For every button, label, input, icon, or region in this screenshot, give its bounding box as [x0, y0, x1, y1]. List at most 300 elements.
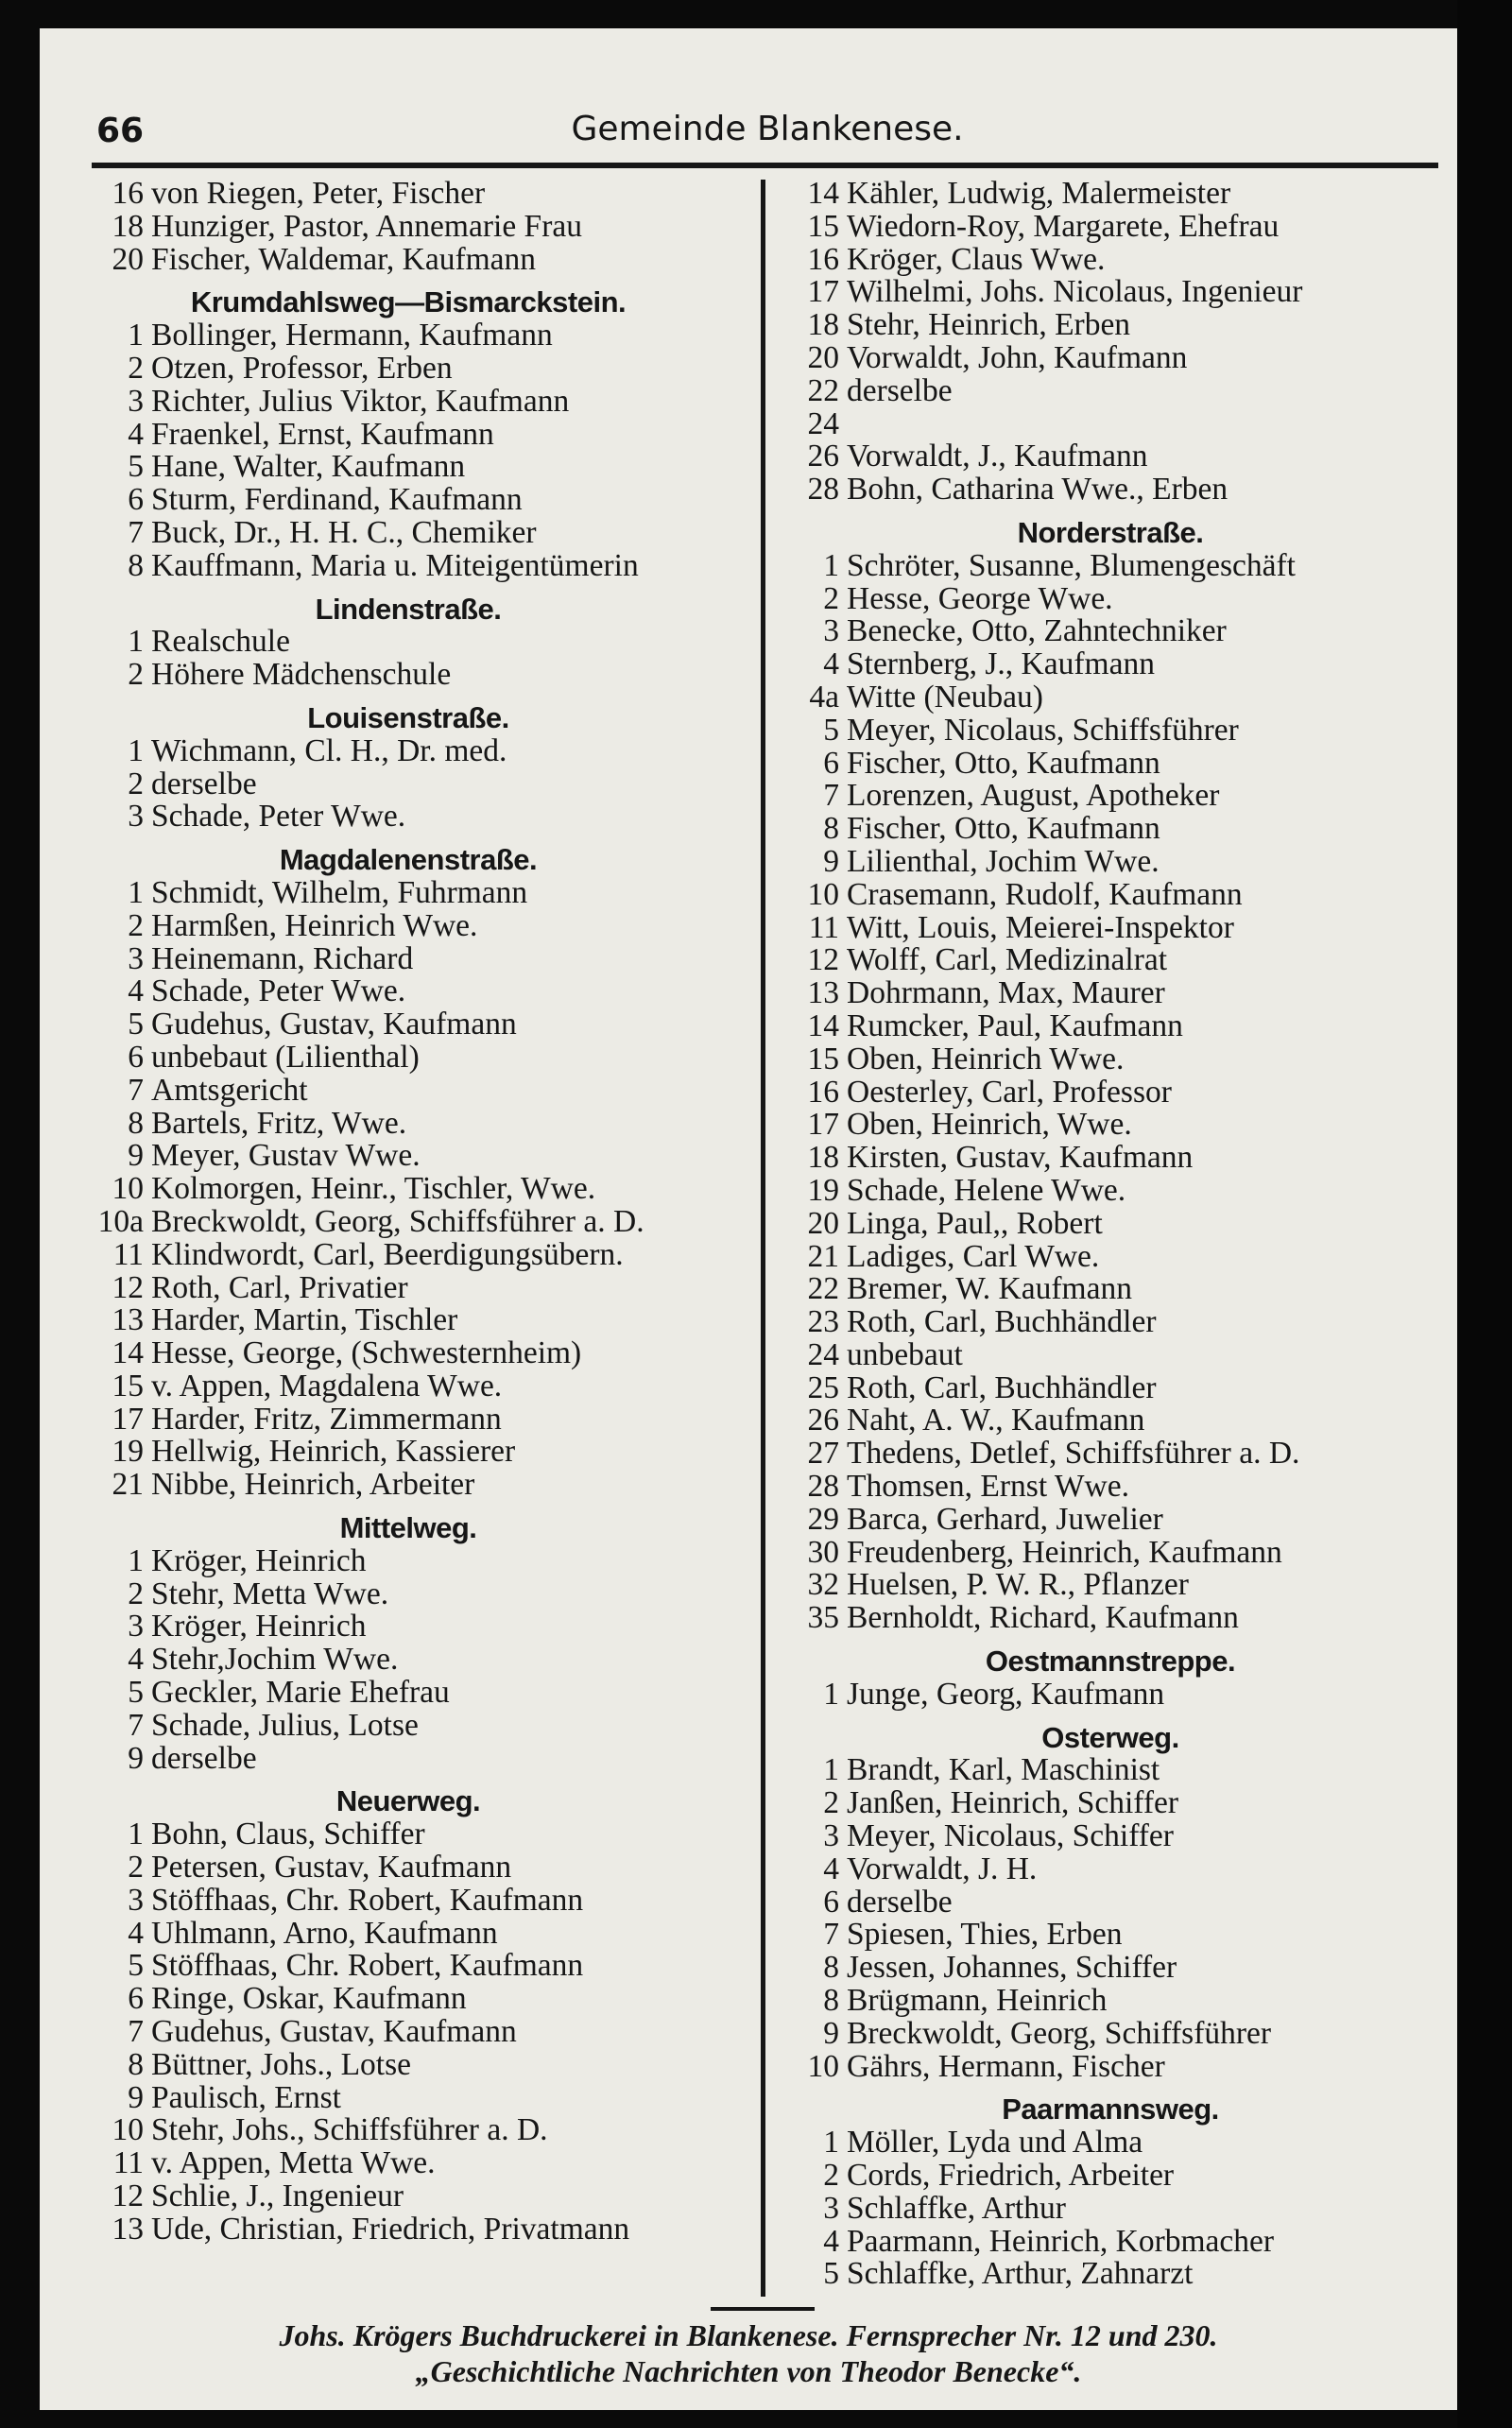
- directory-entry: [63, 1677, 753, 1710]
- house-number: 3: [128, 799, 144, 835]
- house-number: 22: [807, 372, 839, 408]
- resident-name: Bartels, Fritz, Wwe.: [151, 1107, 407, 1141]
- directory-entry: [63, 514, 753, 550]
- resident-name: Wolff, Carl, Medizinalrat: [847, 944, 1168, 978]
- house-number: 13: [112, 2211, 144, 2247]
- street-heading: Mittelweg.: [339, 1511, 477, 1545]
- house-number: 18: [112, 208, 144, 244]
- house-number: 5: [823, 2256, 839, 2292]
- house-number: 6: [128, 482, 144, 518]
- directory-entry: [63, 451, 753, 484]
- house-number: 21: [112, 1467, 144, 1503]
- street-heading: Oestmannstreppe.: [985, 1644, 1236, 1679]
- resident-name: Paarmann, Heinrich, Korbmacher: [847, 2225, 1275, 2259]
- house-number: 8: [128, 2046, 144, 2082]
- resident-name: Stehr,Jochim Wwe.: [151, 1644, 399, 1678]
- house-number: 15: [807, 208, 839, 244]
- resident-name: Schade, Julius, Lotse: [151, 1709, 419, 1743]
- resident-name: Junge, Georg, Kaufmann: [847, 1678, 1165, 1712]
- resident-name: Hesse, George Wwe.: [847, 582, 1113, 616]
- resident-name: Ringe, Oskar, Kaufmann: [151, 1983, 467, 2017]
- resident-name: Lilienthal, Jochim Wwe.: [847, 845, 1160, 879]
- house-number: 7: [823, 778, 839, 814]
- resident-name: Cords, Friedrich, Arbeiter: [847, 2160, 1175, 2193]
- resident-name: Oben, Heinrich Wwe.: [847, 1042, 1125, 1076]
- resident-name: Realschule: [151, 626, 290, 660]
- directory-entry: [765, 276, 1455, 309]
- resident-name: Petersen, Gustav, Kaufmann: [151, 1851, 512, 1885]
- directory-entry: [765, 681, 1455, 715]
- house-number: 17: [807, 274, 839, 310]
- directory-entry: [765, 2223, 1455, 2259]
- house-number: 30: [807, 1534, 839, 1570]
- house-number: 14: [807, 1007, 839, 1043]
- house-number: 8: [128, 547, 144, 583]
- directory-entry: [63, 2079, 753, 2115]
- directory-entry: [63, 1469, 753, 1502]
- directory-entry: [765, 1205, 1455, 1241]
- directory-entry: [63, 2016, 753, 2049]
- resident-name: Gährs, Hermann, Fischer: [847, 2050, 1165, 2084]
- directory-entry: [765, 2160, 1455, 2193]
- resident-name: Bremer, W. Kaufmann: [847, 1273, 1132, 1307]
- resident-name: Stöffhaas, Chr. Robert, Kaufmann: [151, 1884, 584, 1918]
- resident-name: derselbe: [151, 1742, 257, 1776]
- resident-name: Wilhelmi, Johs. Nicolaus, Ingenieur: [847, 276, 1303, 310]
- directory-entry: [63, 547, 753, 583]
- resident-name: Wichmann, Cl. H., Dr. med.: [151, 734, 507, 768]
- street-heading: Neuerweg.: [335, 1784, 481, 1818]
- directory-entry: [765, 1676, 1455, 1712]
- resident-name: Hesse, George, (Schwesternheim): [151, 1337, 582, 1370]
- resident-name: Hellwig, Heinrich, Kassierer: [151, 1436, 516, 1470]
- house-number: 20: [112, 241, 144, 277]
- resident-name: Bernholdt, Richard, Kaufmann: [847, 1602, 1239, 1636]
- resident-name: Schade, Peter Wwe.: [151, 801, 406, 835]
- house-number: 1: [823, 1676, 839, 1712]
- directory-entry: [63, 1983, 753, 2016]
- directory-entry: [765, 1501, 1455, 1537]
- resident-name: Stehr, Metta Wwe.: [151, 1577, 389, 1611]
- resident-name: Huelsen, P. W. R., Pflanzer: [847, 1569, 1189, 1603]
- directory-entry: [765, 1007, 1455, 1043]
- directory-entry: [765, 977, 1455, 1010]
- house-number: 7: [128, 1707, 144, 1743]
- resident-name: Benecke, Otto, Zahntechniker: [847, 615, 1227, 649]
- directory-entry: [765, 2190, 1455, 2226]
- directory-entry: [765, 712, 1455, 748]
- house-number: 16: [807, 241, 839, 277]
- resident-name: Freudenberg, Heinrich, Kaufmann: [847, 1536, 1282, 1570]
- house-number: 9: [128, 1740, 144, 1776]
- house-number: 3: [823, 1818, 839, 1854]
- resident-name: Stehr, Johs., Schiffsführer a. D.: [151, 2114, 548, 2148]
- directory-entry: [765, 405, 1455, 441]
- house-number: 6: [128, 1039, 144, 1075]
- house-number: 20: [807, 1205, 839, 1241]
- directory-entry: [765, 1043, 1455, 1076]
- resident-name: Möller, Lyda und Alma: [847, 2127, 1143, 2161]
- house-number: 1: [128, 1817, 144, 1852]
- house-number: 6: [128, 1981, 144, 2017]
- directory-entry: [63, 1707, 753, 1743]
- house-number: 24: [807, 405, 839, 441]
- house-number: 16: [807, 1074, 839, 1110]
- house-number: 2: [128, 907, 144, 943]
- house-number: 25: [807, 1369, 839, 1405]
- directory-entry: [63, 975, 753, 1008]
- directory-entry: [765, 2048, 1455, 2084]
- house-number: 7: [823, 1917, 839, 1953]
- resident-name: Gudehus, Gustav, Kaufmann: [151, 1008, 517, 1042]
- house-number: 8: [128, 1105, 144, 1141]
- house-number: 16: [112, 178, 144, 211]
- house-number: 5: [128, 449, 144, 485]
- resident-name: Vorwaldt, J. H.: [847, 1852, 1038, 1886]
- directory-entry: [63, 626, 753, 659]
- resident-name: Schlaffke, Arthur, Zahnarzt: [847, 2258, 1194, 2292]
- directory-entry: [765, 1534, 1455, 1570]
- directory-entry: [765, 1404, 1455, 1438]
- directory-entry: [63, 1740, 753, 1776]
- directory-entry: [63, 2213, 753, 2247]
- house-number: 20: [807, 339, 839, 375]
- directory-entry: [765, 1853, 1455, 1886]
- directory-entry: [63, 1236, 753, 1272]
- directory-entry: [765, 1238, 1455, 1274]
- house-number: 35: [807, 1600, 839, 1636]
- directory-entry: [63, 1578, 753, 1611]
- footer-line-source: „Geschichtliche Nachrichten von Theodor Benecke“.: [415, 2354, 1082, 2388]
- resident-name: unbebaut: [847, 1338, 963, 1372]
- directory-entry: [63, 208, 753, 244]
- street-heading: Osterweg.: [1041, 1720, 1179, 1754]
- house-number: 9: [128, 1138, 144, 1174]
- street-heading: Magdalenenstraße.: [279, 843, 538, 877]
- left-column: [63, 178, 753, 2304]
- house-number: 4: [823, 2223, 839, 2259]
- house-number: 1: [128, 732, 144, 768]
- street-heading: Paarmannsweg.: [1002, 2092, 1219, 2127]
- house-number: 14: [112, 1335, 144, 1371]
- house-number: 2: [128, 350, 144, 386]
- house-number: 12: [112, 1269, 144, 1305]
- house-number: 5: [128, 1675, 144, 1711]
- directory-entry: [63, 178, 753, 211]
- house-number: 11: [112, 1236, 144, 1272]
- house-number: 2: [128, 1576, 144, 1611]
- resident-name: Sturm, Ferdinand, Kaufmann: [151, 484, 523, 517]
- resident-name: Gudehus, Gustav, Kaufmann: [151, 2016, 517, 2049]
- directory-entry: [765, 474, 1455, 507]
- page-header: [96, 85, 1438, 150]
- house-number: 5: [823, 712, 839, 748]
- resident-name: Harmßen, Heinrich Wwe.: [151, 909, 478, 943]
- resident-name: Ladiges, Carl Wwe.: [847, 1240, 1100, 1274]
- directory-entry: [765, 1076, 1455, 1110]
- resident-name: v. Appen, Metta Wwe.: [151, 2147, 436, 2181]
- resident-name: Meyer, Nicolaus, Schiffer: [847, 1820, 1174, 1853]
- resident-name: Kröger, Claus Wwe.: [847, 243, 1106, 277]
- house-number: 15: [112, 1368, 144, 1403]
- house-number: 9: [128, 2079, 144, 2115]
- resident-name: Witte (Neubau): [847, 680, 1043, 715]
- house-number: 28: [807, 472, 839, 508]
- resident-name: Roth, Carl, Privatier: [151, 1271, 408, 1305]
- house-number: 4: [128, 1915, 144, 1951]
- resident-name: Meyer, Gustav Wwe.: [151, 1140, 421, 1174]
- resident-name: Thedens, Detlef, Schiffsführer a. D.: [847, 1438, 1300, 1472]
- house-number: 1: [128, 874, 144, 910]
- directory-entry: [765, 1820, 1455, 1853]
- house-number: 17: [112, 1401, 144, 1437]
- resident-name: Stehr, Heinrich, Erben: [847, 309, 1131, 342]
- resident-name: Roth, Carl, Buchhändler: [847, 1371, 1157, 1405]
- directory-entry: [63, 874, 753, 910]
- house-number: 21: [807, 1238, 839, 1274]
- house-number: 17: [807, 1107, 839, 1143]
- resident-name: Roth, Carl, Buchhändler: [847, 1306, 1157, 1339]
- house-number: 32: [807, 1567, 839, 1603]
- house-number: 2: [823, 580, 839, 616]
- scan-edge: [1457, 0, 1512, 2428]
- directory-entry: [63, 1610, 753, 1644]
- page-number: 66: [96, 112, 145, 150]
- directory-entry: [63, 801, 753, 834]
- house-number: 4a: [809, 679, 839, 715]
- directory-entry: [63, 1304, 753, 1337]
- directory-entry: [63, 907, 753, 943]
- house-number: 18: [807, 1140, 839, 1176]
- street-heading: Krumdahlsweg—Bismarckstein.: [190, 285, 627, 319]
- house-number: 7: [128, 514, 144, 550]
- directory-entry: [765, 1172, 1455, 1208]
- directory-entry: [765, 1602, 1455, 1635]
- resident-name: derselbe: [847, 374, 953, 408]
- directory-entry: [765, 2258, 1455, 2291]
- directory-entry: [765, 780, 1455, 813]
- house-number: 4: [823, 646, 839, 682]
- resident-name: Oben, Heinrich, Wwe.: [847, 1109, 1132, 1143]
- directory-entry: [63, 1915, 753, 1951]
- resident-name: Fischer, Otto, Kaufmann: [847, 813, 1160, 846]
- resident-name: Höhere Mädchenschule: [151, 659, 452, 692]
- directory-entry: [63, 732, 753, 768]
- resident-name: Fischer, Waldemar, Kaufmann: [151, 243, 537, 277]
- footer-line-printer: Johs. Krögers Buchdruckerei in Blankenese. Fernsprecher Nr. 12 und 230.: [279, 2318, 1218, 2352]
- resident-name: Bollinger, Hermann, Kaufmann: [151, 319, 553, 353]
- footer-rule: [711, 2307, 815, 2311]
- house-number: 3: [823, 2190, 839, 2226]
- directory-entry: [765, 2015, 1455, 2051]
- resident-name: Hane, Walter, Kaufmann: [151, 451, 466, 485]
- resident-name: derselbe: [151, 767, 257, 801]
- directory-entry: [765, 1919, 1455, 1952]
- house-number: 9: [823, 2015, 839, 2051]
- house-number: 18: [807, 307, 839, 343]
- resident-name: Vorwaldt, John, Kaufmann: [847, 341, 1188, 375]
- directory-entry: [765, 1369, 1455, 1405]
- house-number: 3: [128, 1882, 144, 1918]
- directory-entry: [63, 1173, 753, 1206]
- directory-entry: [63, 1542, 753, 1578]
- resident-name: Oesterley, Carl, Professor: [847, 1076, 1172, 1110]
- house-number: 22: [807, 1271, 839, 1307]
- resident-name: Amtsgericht: [151, 1074, 308, 1108]
- house-number: 13: [112, 1302, 144, 1338]
- house-number: 2: [128, 766, 144, 801]
- directory-entry: [63, 2046, 753, 2082]
- house-number: 5: [128, 1007, 144, 1042]
- directory-entry: [765, 1273, 1455, 1306]
- resident-name: Bohn, Catharina Wwe., Erben: [847, 474, 1228, 507]
- header-rule: [92, 163, 1438, 168]
- resident-name: Nibbe, Heinrich, Arbeiter: [151, 1469, 475, 1503]
- resident-name: Hunziger, Pastor, Annemarie Frau: [151, 210, 582, 244]
- resident-name: Schlaffke, Arthur: [847, 2192, 1066, 2226]
- directory-entry: [63, 383, 753, 419]
- directory-entry: [765, 1142, 1455, 1175]
- resident-name: Fraenkel, Ernst, Kaufmann: [151, 418, 494, 452]
- directory-entry: [765, 1985, 1455, 2018]
- directory-page: [40, 28, 1457, 2410]
- resident-name: Lorenzen, August, Apotheker: [847, 780, 1220, 814]
- house-number: 4: [128, 973, 144, 1009]
- house-number: 1: [128, 1542, 144, 1578]
- resident-name: Paulisch, Ernst: [151, 2081, 341, 2115]
- house-number: 4: [128, 1642, 144, 1678]
- house-number: 9: [823, 843, 839, 879]
- house-number: 6: [823, 1884, 839, 1920]
- house-number: 1: [823, 1752, 839, 1788]
- house-number: 14: [807, 178, 839, 211]
- directory-entry: [765, 1109, 1455, 1142]
- directory-entry: [63, 350, 753, 386]
- house-number: 4: [128, 416, 144, 452]
- resident-name: Breckwoldt, Georg, Schiffsführer a. D.: [151, 1205, 644, 1239]
- house-number: 10: [807, 2048, 839, 2084]
- house-number: 2: [128, 657, 144, 693]
- resident-name: Vorwaldt, J., Kaufmann: [847, 440, 1148, 474]
- directory-entry: [63, 241, 753, 277]
- directory-entry: [765, 944, 1455, 977]
- resident-name: Richter, Julius Viktor, Kaufmann: [151, 385, 570, 419]
- house-number: 27: [807, 1436, 839, 1472]
- directory-entry: [63, 2114, 753, 2147]
- resident-name: Crasemann, Rudolf, Kaufmann: [847, 878, 1243, 912]
- resident-name: Fischer, Otto, Kaufmann: [847, 747, 1160, 781]
- directory-entry: [765, 1952, 1455, 1985]
- directory-entry: [765, 580, 1455, 616]
- house-number: 7: [128, 2014, 144, 2050]
- resident-name: derselbe: [847, 1886, 953, 1920]
- directory-entry: [765, 615, 1455, 648]
- resident-name: Wiedorn-Roy, Margarete, Ehefrau: [847, 210, 1280, 244]
- running-title: Gemeinde Blankenese.: [571, 110, 964, 148]
- directory-entry: [63, 2180, 753, 2213]
- house-number: 10: [807, 876, 839, 912]
- house-number: 2: [823, 1785, 839, 1821]
- directory-entry: [765, 1569, 1455, 1602]
- directory-entry: [63, 1818, 753, 1851]
- resident-name: Kolmorgen, Heinr., Tischler, Wwe.: [151, 1173, 596, 1206]
- house-number: 29: [807, 1501, 839, 1537]
- resident-name: Janßen, Heinrich, Schiffer: [847, 1787, 1179, 1821]
- house-number: 19: [112, 1434, 144, 1470]
- house-number: 11: [112, 2145, 144, 2181]
- resident-name: [847, 408, 1455, 441]
- house-number: 3: [128, 940, 144, 976]
- printer-footer: [40, 2317, 1457, 2393]
- house-number: 8: [823, 1950, 839, 1986]
- resident-name: Rumcker, Paul, Kaufmann: [847, 1009, 1183, 1043]
- house-number: 11: [808, 909, 839, 945]
- house-number: 1: [128, 624, 144, 660]
- house-number: 5: [128, 1948, 144, 1984]
- house-number: 3: [128, 383, 144, 419]
- resident-name: Stöffhaas, Chr. Robert, Kaufmann: [151, 1950, 584, 1984]
- house-number: 2: [128, 1850, 144, 1886]
- directory-entry: [765, 1336, 1455, 1372]
- directory-entry: [63, 1882, 753, 1918]
- directory-entry: [63, 1039, 753, 1075]
- house-number: 19: [807, 1172, 839, 1208]
- resident-name: Ude, Christian, Friedrich, Privatmann: [151, 2213, 630, 2247]
- resident-name: Dohrmann, Max, Maurer: [847, 977, 1165, 1010]
- resident-name: Brandt, Karl, Maschinist: [847, 1754, 1160, 1788]
- house-number: 6: [823, 745, 839, 781]
- house-number: 3: [823, 613, 839, 649]
- directory-entry: [765, 2127, 1455, 2160]
- directory-entry: [63, 1140, 753, 1173]
- house-number: 10: [112, 1171, 144, 1207]
- resident-name: Heinemann, Richard: [151, 942, 414, 976]
- directory-entry: [765, 372, 1455, 408]
- directory-entry: [63, 2147, 753, 2180]
- house-number: 12: [807, 942, 839, 978]
- house-number: 1: [823, 2125, 839, 2161]
- house-number: 12: [112, 2178, 144, 2214]
- right-column: [765, 178, 1455, 2304]
- resident-name: von Riegen, Peter, Fischer: [151, 178, 486, 211]
- resident-name: Linga, Paul,, Robert: [847, 1207, 1103, 1241]
- directory-entry: [765, 547, 1455, 583]
- directory-entry: [63, 416, 753, 452]
- resident-name: Schlie, J., Ingenieur: [151, 2180, 404, 2213]
- resident-name: Büttner, Johs., Lotse: [151, 2048, 412, 2082]
- resident-name: Otzen, Professor, Erben: [151, 352, 453, 386]
- directory-entry: [63, 1851, 753, 1885]
- house-number: 7: [128, 1072, 144, 1108]
- directory-entry: [63, 1436, 753, 1469]
- directory-entry: [765, 309, 1455, 342]
- house-number: 2: [823, 2158, 839, 2194]
- resident-name: Witt, Louis, Meierei-Inspektor: [847, 911, 1234, 945]
- resident-name: Geckler, Marie Ehefrau: [151, 1677, 450, 1710]
- house-number: 10a: [97, 1203, 144, 1239]
- directory-entry: [63, 319, 753, 353]
- resident-name: Schade, Helene Wwe.: [847, 1174, 1126, 1208]
- directory-entry: [63, 940, 753, 976]
- resident-name: Meyer, Nicolaus, Schiffsführer: [847, 714, 1239, 748]
- house-number: 23: [807, 1304, 839, 1340]
- resident-name: unbebaut (Lilienthal): [151, 1041, 420, 1075]
- directory-entry: [63, 1269, 753, 1305]
- directory-entry: [765, 440, 1455, 474]
- resident-name: Kröger, Heinrich: [151, 1610, 367, 1644]
- house-number: 26: [807, 1403, 839, 1438]
- house-number: 8: [823, 811, 839, 847]
